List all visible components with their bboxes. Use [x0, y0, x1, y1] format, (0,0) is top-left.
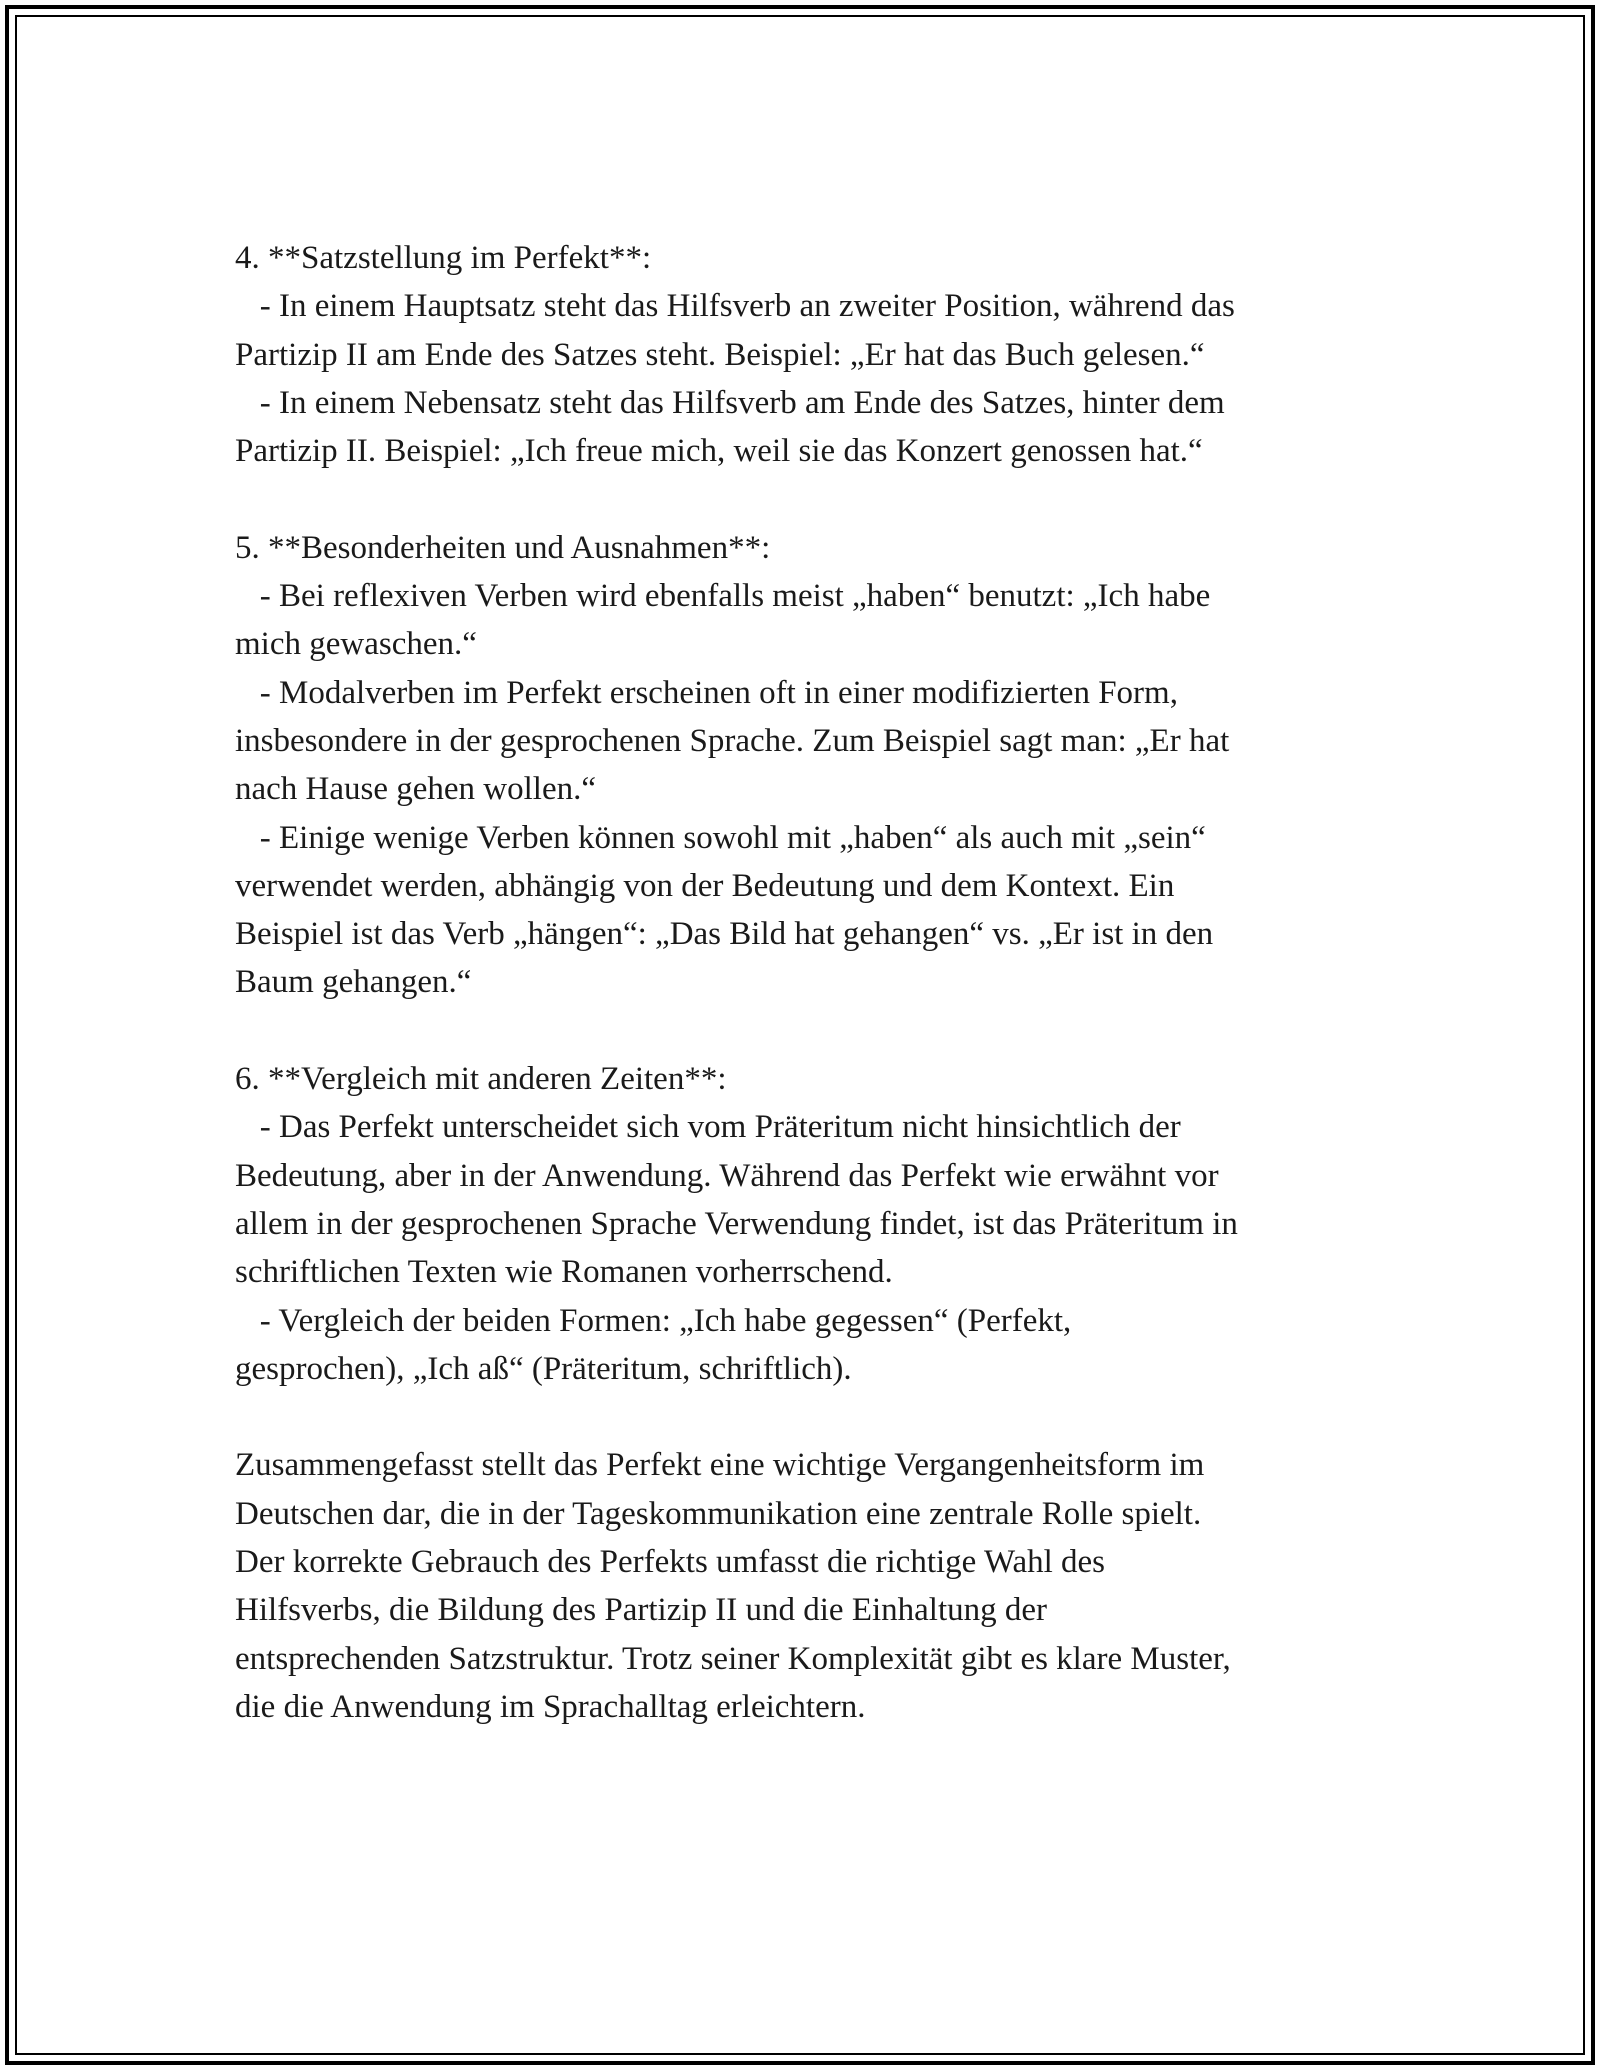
paragraph-line: Baum gehangen.“	[235, 964, 472, 1001]
section-vergleich	[235, 1055, 1365, 1393]
paragraph-gap	[235, 1393, 1365, 1441]
section-satzstellung	[235, 234, 1365, 475]
paragraph-line: Hilfsverbs, die Bildung des Partizip II und die Einhaltung der	[235, 1592, 1048, 1629]
paragraph-line: Bedeutung, aber in der Anwendung. Während das Perfekt wie erwähnt vor	[235, 1157, 1219, 1194]
paragraph-line: - In einem Hauptsatz steht das Hilfsverb an zweiter Position, während das	[235, 288, 1235, 325]
paragraph-line: - Das Perfekt unterscheidet sich vom Präteritum nicht hinsichtlich der	[235, 1109, 1181, 1146]
section-besonderheiten	[235, 524, 1365, 1007]
paragraph-line: die die Anwendung im Sprachalltag erleichtern.	[235, 1688, 866, 1725]
paragraph-line: allem in der gesprochenen Sprache Verwendung findet, ist das Präteritum in	[235, 1205, 1238, 1242]
paragraph-line: entsprechenden Satzstruktur. Trotz seiner Komplexität gibt es klare Muster,	[235, 1640, 1231, 1677]
paragraph-line: schriftlichen Texten wie Romanen vorherrschend.	[235, 1254, 893, 1291]
paragraph-line: - In einem Nebensatz steht das Hilfsverb am Ende des Satzes, hinter dem	[235, 384, 1225, 421]
paragraph-line: - Einige wenige Verben können sowohl mit „haben“ als auch mit „sein“	[235, 819, 1206, 856]
paragraph-line: Partizip II am Ende des Satzes steht. Beispiel: „Er hat das Buch gelesen.“	[235, 336, 1205, 373]
paragraph-line: Der korrekte Gebrauch des Perfekts umfasst die richtige Wahl des	[235, 1544, 1106, 1581]
paragraph-gap	[235, 1007, 1365, 1055]
paragraph-line: mich gewaschen.“	[235, 626, 477, 663]
paragraph-line: verwendet werden, abhängig von der Bedeutung und dem Kontext. Ein	[235, 867, 1175, 904]
section-heading: 6. **Vergleich mit anderen Zeiten**:	[235, 1061, 727, 1098]
section-heading: 4. **Satzstellung im Perfekt**:	[235, 240, 652, 276]
document-body	[235, 234, 1365, 1731]
section-heading: 5. **Besonderheiten und Ausnahmen**:	[235, 529, 771, 566]
paragraph-line: Deutschen dar, die in der Tageskommunikation eine zentrale Rolle spielt.	[235, 1495, 1202, 1532]
summary-paragraph	[235, 1441, 1365, 1731]
paragraph-line: Partizip II. Beispiel: „Ich freue mich, weil sie das Konzert genossen hat.“	[235, 433, 1203, 470]
paragraph-line: - Bei reflexiven Verben wird ebenfalls meist „haben“ benutzt: „Ich habe	[235, 578, 1211, 615]
paragraph-line: gesprochen), „Ich aß“ (Präteritum, schriftlich).	[235, 1350, 852, 1387]
paragraph-line: Zusammengefasst stellt das Perfekt eine wichtige Vergangenheitsform im	[235, 1447, 1205, 1484]
paragraph-line: - Modalverben im Perfekt erscheinen oft in einer modifizierten Form,	[235, 674, 1178, 711]
paragraph-gap	[235, 475, 1365, 523]
paragraph-line: insbesondere in der gesprochenen Sprache. Zum Beispiel sagt man: „Er hat	[235, 722, 1230, 759]
paragraph-line: Beispiel ist das Verb „hängen“: „Das Bild hat gehangen“ vs. „Er ist in den	[235, 916, 1214, 953]
paragraph-line: - Vergleich der beiden Formen: „Ich habe gegessen“ (Perfekt,	[235, 1302, 1072, 1339]
paragraph-line: nach Hause gehen wollen.“	[235, 771, 597, 808]
